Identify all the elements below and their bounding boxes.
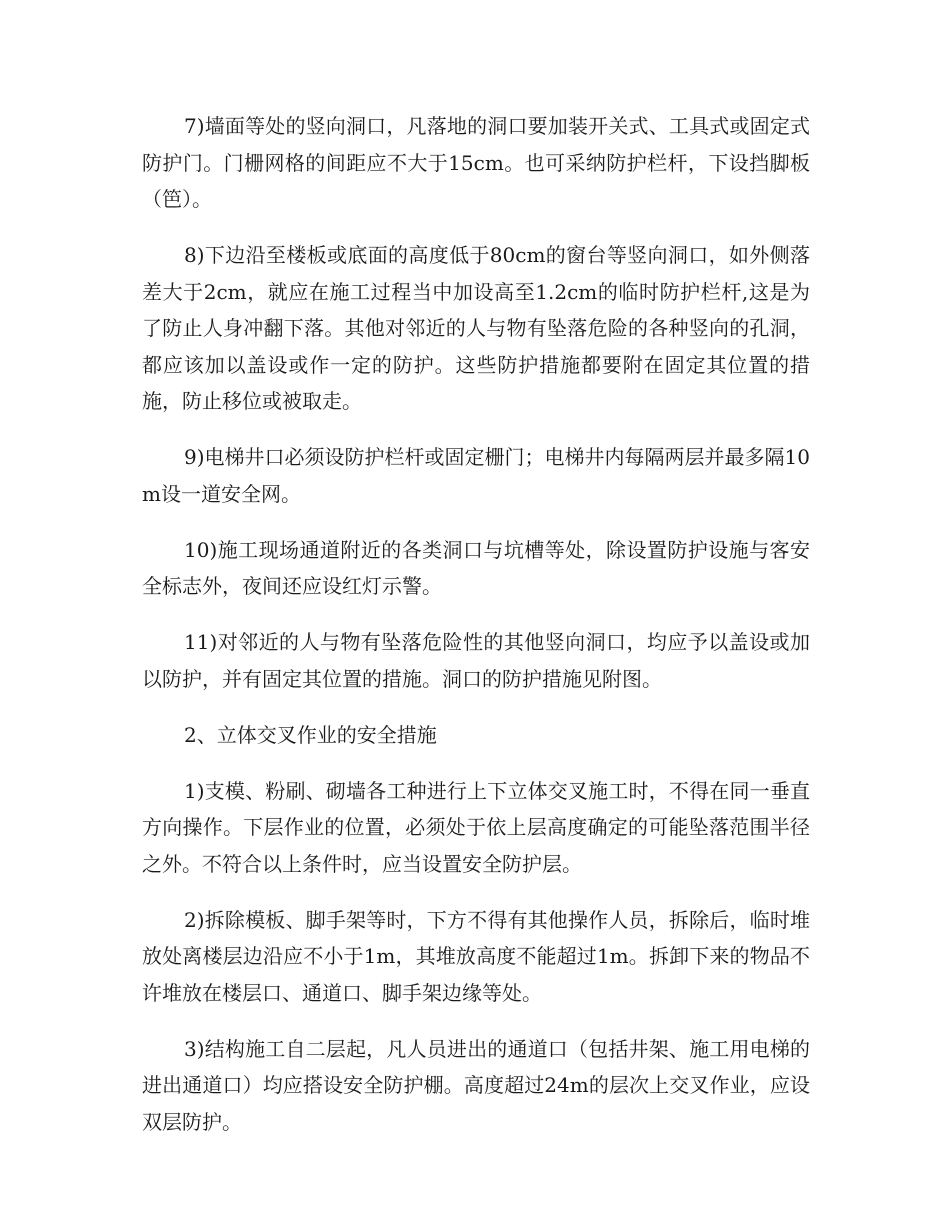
- paragraph-item-11: 11)对邻近的人与物有坠落危险性的其他竖向洞口，均应予以盖设或加以防护，并有固定其位置的措施。洞口的防护措施见附图。: [142, 630, 810, 691]
- section-heading: 2、立体交叉作业的安全措施: [184, 722, 437, 747]
- paragraph-item-3: 3)结构施工自二层起，凡人员进出的通道口（包括井架、施工用电梯的进出通道口）均应搭设安全防护棚。高度超过24m的层次上交叉作业，应设双层防护。: [142, 1036, 810, 1134]
- document-body: [142, 108, 810, 1160]
- paragraph-item-8: 8)下边沿至楼板或底面的高度低于80cm的窗台等竖向洞口，如外侧落差大于2cm，就应在施工过程当中加设高至1.2cm的临时防护栏杆,这是为了防止人身冲翻下落。其他对邻近的人与物有坠落危险的各种竖向的孔洞，都应该加以盖设或作一定的防护。这些防护措施都要附在固定其位置的措施，防止移位或被取走。: [142, 243, 810, 413]
- paragraph-item-7: 7)墙面等处的竖向洞口，凡落地的洞口要加装开关式、工具式或固定式防护门。门栅网格的间距应不大于15cm。也可采纳防护栏杆，下设挡脚板（笆）。: [142, 114, 810, 211]
- paragraph-item-10: 10)施工现场通道附近的各类洞口与坑槽等处，除设置防护设施与客安全标志外，夜间还应设红灯示警。: [142, 537, 810, 598]
- paragraph-item-9: 9)电梯井口必须设防护栏杆或固定栅门；电梯井内每隔两层并最多隔10m设一道安全网。: [142, 445, 810, 506]
- paragraph-item-1: 1)支模、粉刷、砌墙各工种进行上下立体交叉施工时，不得在同一垂直方向操作。下层作业的位置，必须处于依上层高度确定的可能坠落范围半径之外。不符合以上条件时，应当设置安全防护层。: [142, 778, 810, 876]
- paragraph-item-2: 2)拆除模板、脚手架等时，下方不得有其他操作人员，拆除后，临时堆放处离楼层边沿应不小于1m，其堆放高度不能超过1m。拆卸下来的物品不许堆放在楼层口、通道口、脚手架边缘等处。: [142, 907, 810, 1005]
